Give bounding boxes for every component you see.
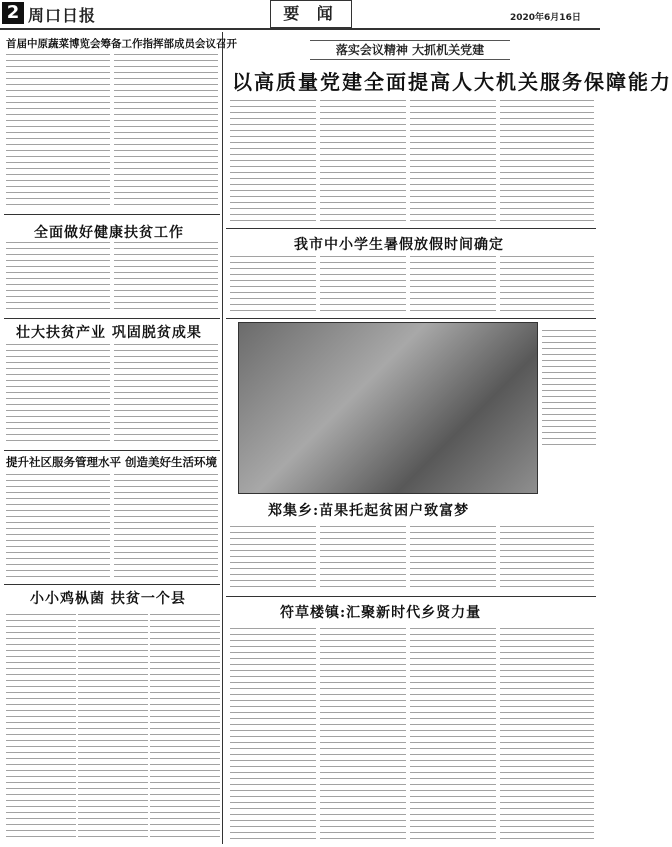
article-body	[410, 256, 496, 314]
photo-caption	[542, 330, 596, 450]
article-body	[320, 100, 406, 224]
article-body	[6, 242, 110, 314]
article-body	[6, 614, 76, 842]
article-body	[230, 628, 316, 842]
article-body	[6, 474, 110, 580]
article-body	[114, 344, 218, 446]
paper-name: 周口日报	[28, 6, 97, 25]
news-photo	[238, 322, 538, 494]
page-number: 2	[2, 2, 24, 24]
article-body	[78, 614, 148, 842]
article-body	[6, 344, 110, 446]
article-body	[500, 526, 594, 592]
divider	[4, 584, 220, 585]
article-body	[230, 100, 316, 224]
divider	[4, 214, 220, 215]
article-body	[410, 628, 496, 842]
top-banner-headline: 以高质量党建全面提高人大机关服务保障能力	[232, 70, 672, 94]
poverty1-headline: 全面做好健康扶贫工作	[34, 225, 184, 241]
article-body	[114, 54, 218, 210]
article-body	[500, 628, 594, 842]
article-body	[320, 628, 406, 842]
article-body	[320, 256, 406, 314]
article-body	[500, 100, 594, 224]
lead-left-headline: 首届中原蔬菜博览会筹备工作指挥部成员会议召开	[6, 38, 237, 50]
divider	[226, 228, 596, 229]
students-headline: 我市中小学生暑假放假时间确定	[294, 237, 504, 253]
section-title: 要 闻	[270, 0, 352, 28]
fucao-headline: 符草楼镇:汇聚新时代乡贤力量	[280, 605, 482, 621]
community-headline: 提升社区服务管理水平 创造美好生活环境	[6, 455, 218, 469]
article-body	[410, 526, 496, 592]
divider	[226, 318, 596, 319]
article-body	[500, 256, 594, 314]
industry-headline: 壮大扶贫产业 巩固脱贫成果	[16, 325, 202, 341]
divider	[226, 596, 596, 597]
issue-date: 2020年6月16日	[510, 13, 581, 23]
article-body	[114, 474, 218, 580]
divider	[4, 318, 220, 319]
article-body	[230, 256, 316, 314]
article-body	[6, 54, 110, 210]
zhengji-headline: 郑集乡:苗果托起贫困户致富梦	[268, 503, 470, 519]
article-body	[150, 614, 220, 842]
article-body	[114, 242, 218, 314]
column-divider	[222, 32, 223, 844]
article-body	[410, 100, 496, 224]
chicken-headline: 小小鸡枞菌 扶贫一个县	[30, 591, 186, 607]
banner-kicker: 落实会议精神 大抓机关党建	[310, 40, 510, 60]
article-body	[230, 526, 316, 592]
divider	[4, 450, 220, 451]
article-body	[320, 526, 406, 592]
